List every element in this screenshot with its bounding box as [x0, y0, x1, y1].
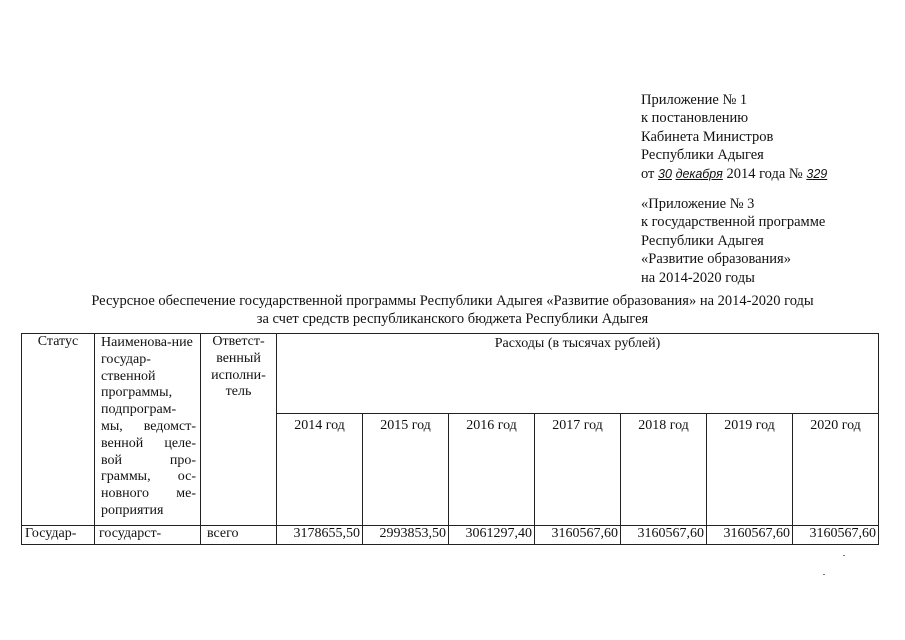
row-name: государст-: [95, 526, 201, 545]
document-title: [20, 292, 885, 328]
year-header: 2020 год: [793, 414, 879, 526]
resolution-number: 329: [806, 166, 828, 181]
header-responsible-text: Ответст-венный исполни-тель: [211, 334, 266, 400]
appendix-3-line: Республики Адыгея: [641, 232, 764, 249]
scan-speck: [823, 574, 825, 575]
row-value: 3160567,60: [535, 526, 621, 545]
header-responsible: [201, 334, 277, 526]
appendix-1-header: [641, 91, 827, 183]
date-month: декабря: [675, 166, 723, 181]
year-header: 2014 год: [277, 414, 363, 526]
row-responsible: всего: [201, 526, 277, 545]
row-status: Государ-: [22, 526, 95, 545]
date-prefix: от: [641, 165, 655, 182]
date-day: 30: [658, 166, 672, 181]
appendix-1-line: Республики Адыгея: [641, 147, 764, 164]
appendix-3-line: «Приложение № 3: [641, 196, 755, 212]
year-header: 2019 год: [707, 414, 793, 526]
title-line-1: Ресурсное обеспечение государственной программы Республики Адыгея «Развитие образования» на 2014-2020 годы: [91, 293, 814, 309]
appendix-1-line: к постановлению: [641, 110, 749, 127]
title-line-2: за счет средств республиканского бюджета Республики Адыгея: [256, 311, 649, 327]
appendix-3-header: [641, 195, 825, 287]
row-value: 3160567,60: [621, 526, 707, 545]
appendix-3-line: «Развитие образования»: [641, 251, 791, 268]
row-value: 3061297,40: [449, 526, 535, 545]
resolution-date-line: [641, 165, 827, 183]
appendix-1-line: Приложение № 1: [641, 92, 748, 108]
year-header: 2018 год: [621, 414, 707, 526]
scan-speck: [843, 555, 845, 556]
resource-table: [21, 333, 879, 545]
header-status: Статус: [22, 334, 95, 526]
row-value: 3160567,60: [793, 526, 879, 545]
appendix-1-line: Кабинета Министров: [641, 128, 774, 145]
appendix-3-line: на 2014-2020 годы: [641, 269, 755, 286]
row-value: 2993853,50: [363, 526, 449, 545]
year-header: 2016 год: [449, 414, 535, 526]
year-header: 2015 год: [363, 414, 449, 526]
row-value: 3178655,50: [277, 526, 363, 545]
row-value: 3160567,60: [707, 526, 793, 545]
appendix-3-line: к государственной программе: [641, 214, 826, 231]
table-row: [22, 526, 879, 545]
year-header: 2017 год: [535, 414, 621, 526]
header-expenses: Расходы (в тысячах рублей): [277, 334, 879, 414]
header-row-1: [22, 334, 879, 414]
header-name: Наименова-ние государ-ственной программы, подпрограм-мы, ведомст-венной целе-вой про-граммы, ос-новного ме-роприятия: [95, 334, 201, 526]
date-year: 2014 года №: [726, 165, 803, 182]
